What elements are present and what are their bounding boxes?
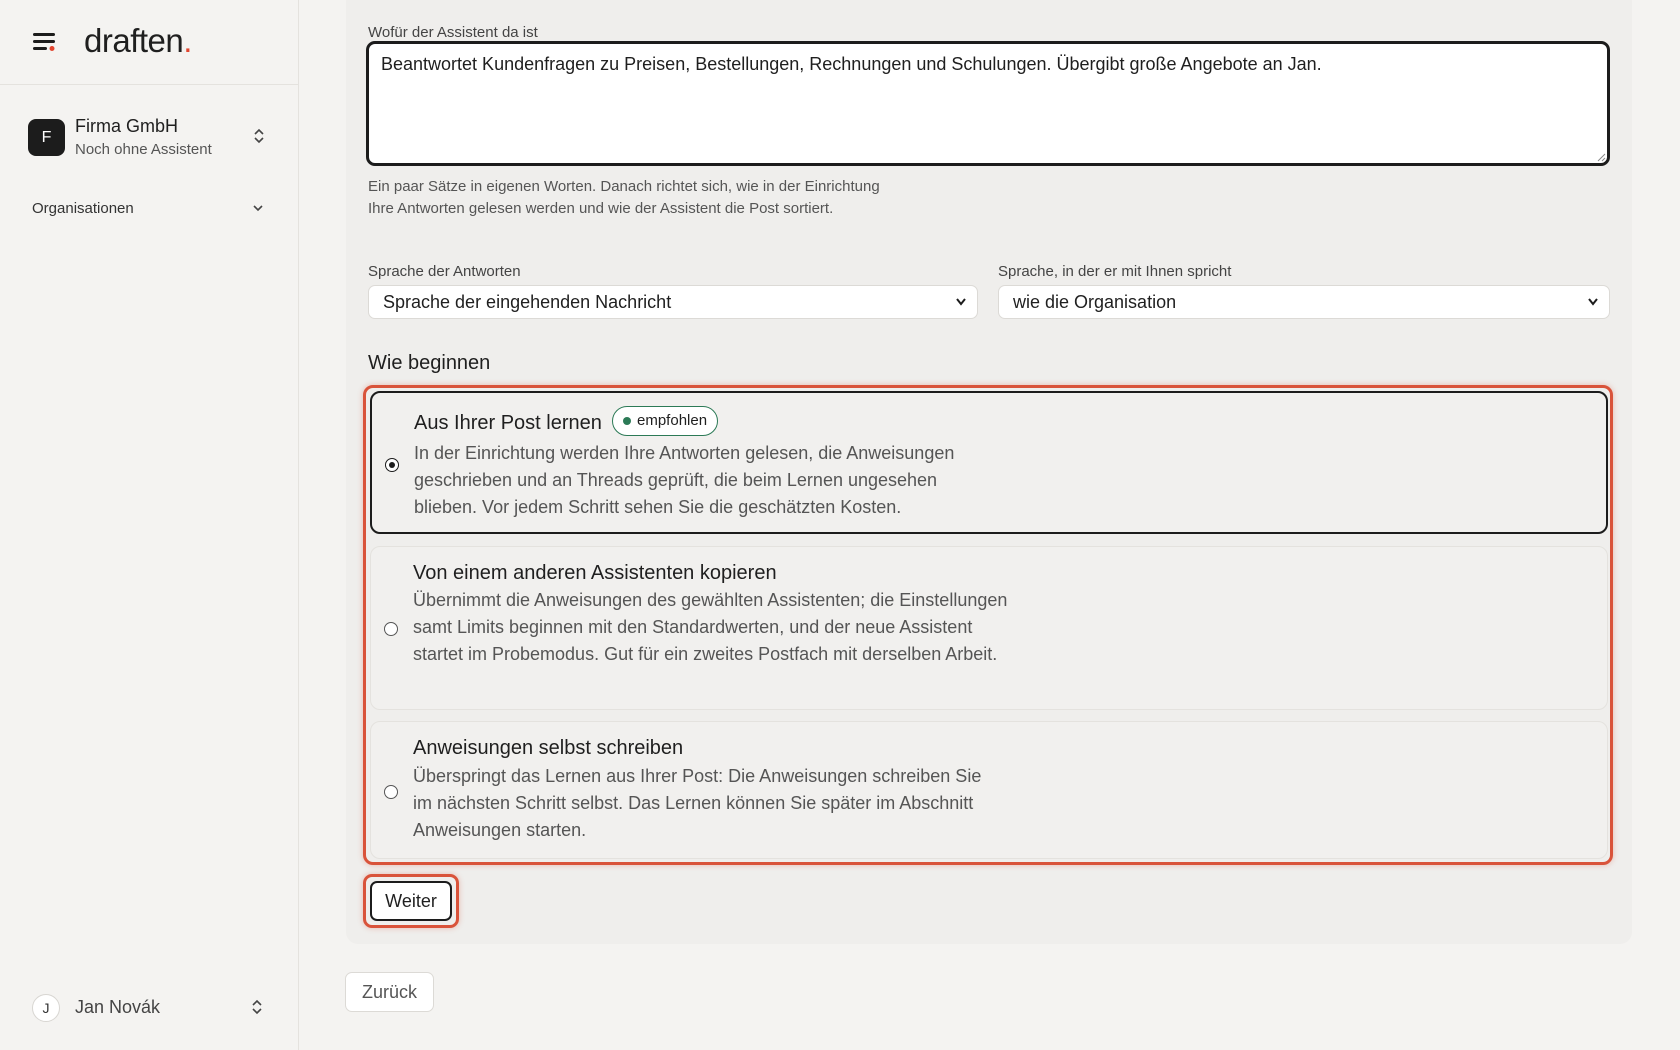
purpose-label: Wofür der Assistent da ist: [368, 24, 538, 41]
radio-copy-assistant[interactable]: [384, 622, 398, 636]
option-title: Anweisungen selbst schreiben: [413, 737, 684, 759]
ui-language-label: Sprache, in der er mit Ihnen spricht: [998, 263, 1232, 280]
ui-language-value: wie die Organisation: [1013, 292, 1177, 312]
org-name: Firma GmbH: [75, 116, 178, 136]
back-button[interactable]: Zurück: [345, 972, 434, 1012]
recommended-badge: [612, 406, 718, 436]
chevron-up-down-icon: [250, 997, 264, 1017]
purpose-help-text: Ein paar Sätze in eigenen Worten. Danach richtet sich, wie in der Einrichtung Ihre Antworten gelesen werden und wie der Assistent die Post sortiert.: [368, 178, 880, 217]
menu-button[interactable]: [31, 30, 59, 54]
option-description: Übernimmt die Anweisungen des gewählten Assistenten; die Einstellungen samt Limits beginnen mit den Standardwerten, und der neue Assistent startet im Probemodus. Gut für ein zweites Postfach mit derselben Arbeit.: [413, 590, 1008, 664]
brand-name: draften: [84, 22, 184, 59]
option-description: Überspringt das Lernen aus Ihrer Post: Die Anweisungen schreiben Sie im nächsten Schritt selbst. Das Lernen können Sie später im Abschnitt Anweisungen starten.: [413, 766, 982, 840]
chevron-down-icon: [1587, 297, 1599, 307]
next-button[interactable]: Weiter: [370, 881, 452, 921]
chevron-down-icon: [252, 203, 264, 213]
reply-language-label: Sprache der Antworten: [368, 263, 521, 280]
sidebar-item-organizations[interactable]: [32, 200, 264, 222]
radio-write-instructions[interactable]: [384, 785, 398, 799]
resize-handle-icon[interactable]: [1596, 152, 1606, 162]
sidebar: [0, 0, 299, 1050]
section-title: Wie beginnen: [368, 352, 491, 374]
avatar: J: [32, 994, 60, 1022]
chevron-down-icon: [955, 297, 967, 307]
radio-learn-from-mail[interactable]: [385, 458, 399, 472]
option-description: In der Einrichtung werden Ihre Antworten gelesen, die Anweisungen geschrieben und an Threads geprüft, die beim Lernen ungesehen blieben. Vor jedem Schritt sehen Sie die geschätzten Kosten.: [414, 443, 955, 517]
option-learn-from-mail[interactable]: [370, 391, 1608, 534]
option-write-instructions[interactable]: [370, 721, 1608, 859]
purpose-textarea[interactable]: [366, 41, 1610, 166]
option-title: Aus Ihrer Post lernen: [414, 412, 602, 434]
badge-label: empfohlen: [637, 412, 708, 429]
brand-logo[interactable]: [84, 22, 192, 60]
sidebar-header: [0, 0, 298, 85]
user-name: Jan Novák: [75, 997, 161, 1017]
reply-language-value: Sprache der eingehenden Nachricht: [383, 292, 672, 312]
org-subtitle: Noch ohne Assistent: [75, 141, 212, 158]
hamburger-icon: [31, 30, 59, 54]
option-title: Von einem anderen Assistenten kopieren: [413, 562, 777, 584]
sidebar-item-label: Organisationen: [32, 200, 134, 217]
org-avatar: F: [28, 119, 65, 156]
option-copy-assistant[interactable]: [370, 546, 1608, 710]
chevron-up-down-icon: [252, 126, 266, 146]
org-switcher[interactable]: [24, 114, 274, 164]
reply-language-select[interactable]: [368, 285, 978, 319]
user-menu[interactable]: [32, 993, 264, 1023]
brand-dot: .: [183, 22, 192, 59]
ui-language-select[interactable]: [998, 285, 1610, 319]
status-dot-icon: [623, 417, 631, 425]
